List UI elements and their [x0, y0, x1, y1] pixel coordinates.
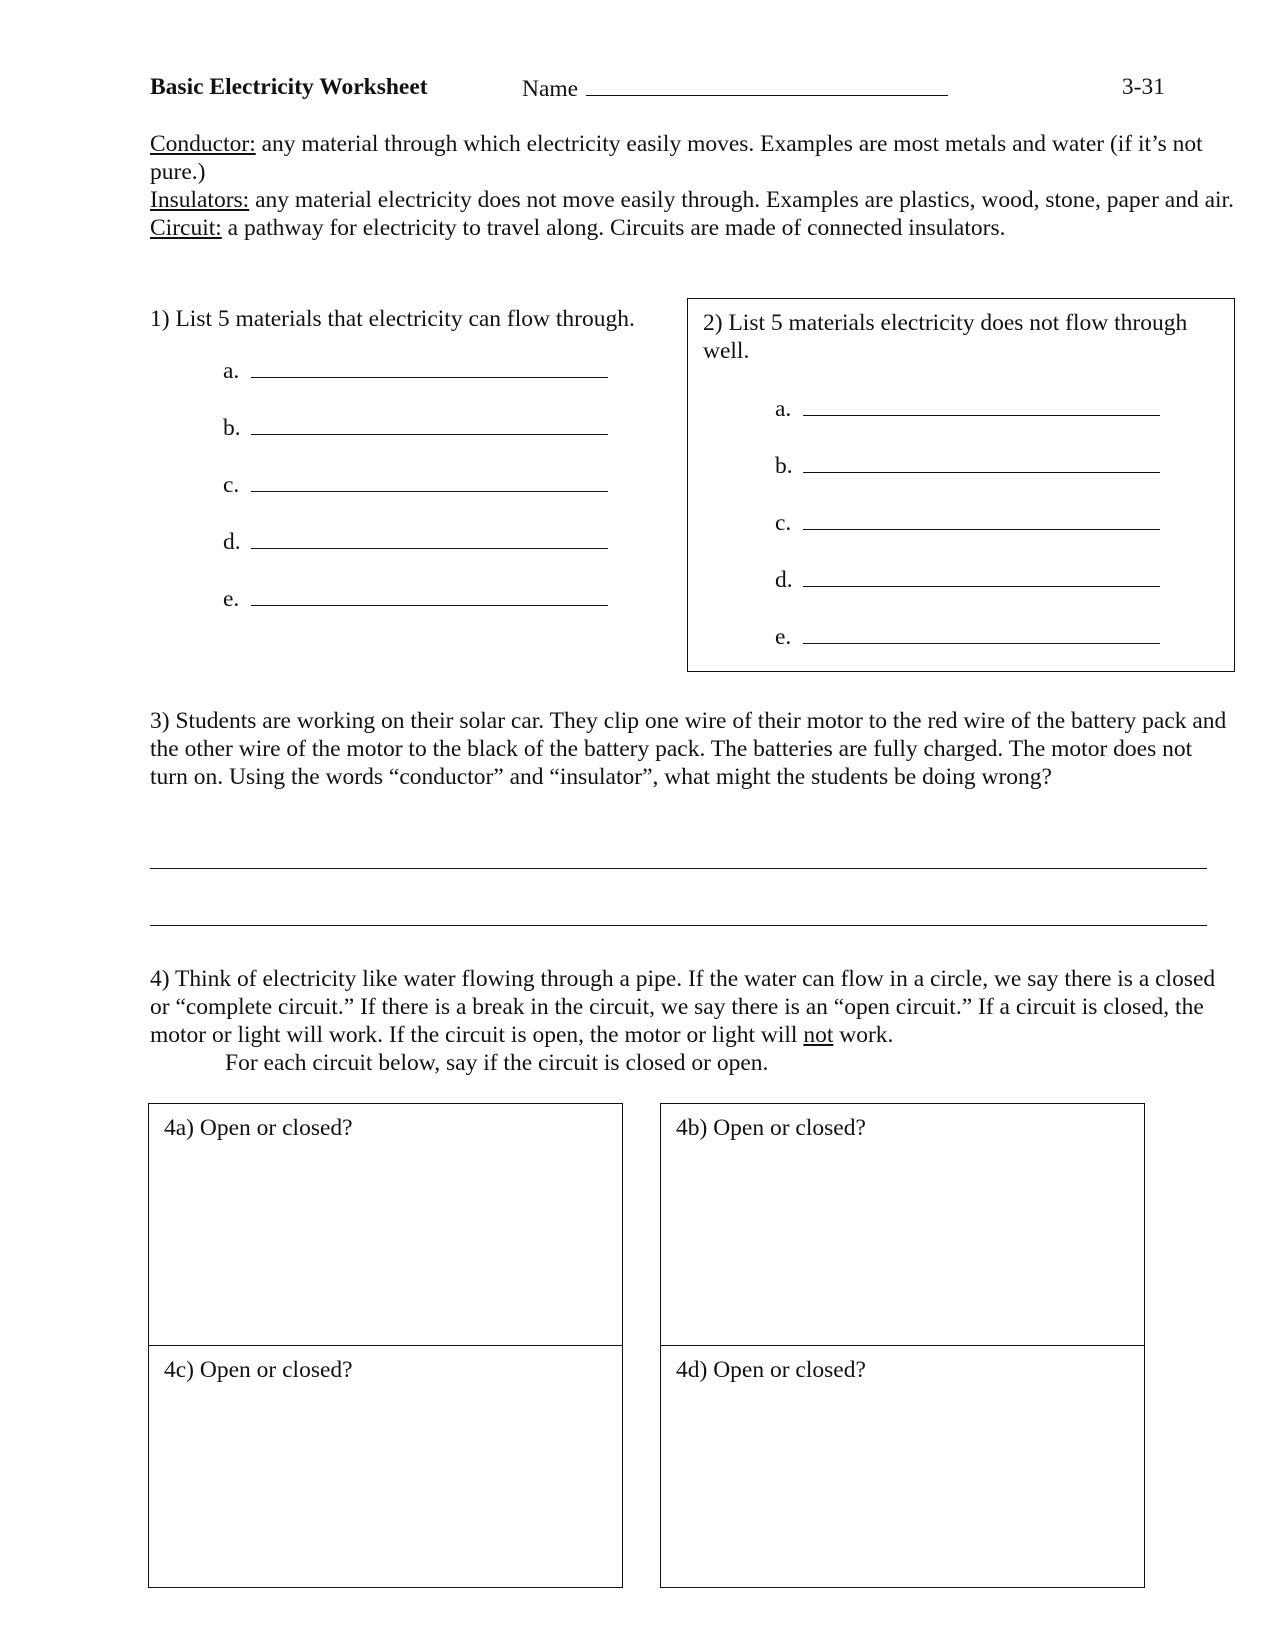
- answer-blank[interactable]: [251, 471, 608, 492]
- question-4-text: [150, 965, 1235, 1049]
- answer-row: [223, 414, 608, 442]
- worksheet-date: 3-31: [1121, 74, 1165, 100]
- question-4: [150, 965, 1235, 1077]
- answer-blank[interactable]: [251, 528, 608, 549]
- answer-row: [223, 528, 608, 556]
- answer-blank[interactable]: [251, 357, 608, 378]
- circuit-4c-label: 4c) Open or closed?: [164, 1357, 353, 1383]
- circuit-definition: [150, 214, 1235, 242]
- name-label: Name: [522, 76, 579, 102]
- question-2-answers: [775, 395, 1195, 655]
- answer-row: [775, 509, 1160, 537]
- answer-blank[interactable]: [251, 585, 608, 606]
- answer-blank[interactable]: [251, 414, 608, 435]
- answer-row: [223, 357, 608, 385]
- answer-blank[interactable]: [803, 509, 1160, 530]
- question-3: [150, 707, 1235, 791]
- circuit-4a-cell[interactable]: [149, 1104, 622, 1346]
- question-4-text-before: 4) Think of electricity like water flowing through a pipe. If the water can flow in a circle, we say there is a closed or “complete circuit.” If there is a break in the circuit, we say there is an “open circuit.” If a circuit is closed, the motor or light will work. If the circuit is open, the motor or light will: [150, 966, 1216, 1048]
- circuit-text: a pathway for electricity to travel along. Circuits are made of connected insulators.: [221, 215, 1006, 241]
- circuit-4b-cell[interactable]: [661, 1104, 1144, 1346]
- answer-label: e.: [223, 586, 240, 612]
- answer-label: b.: [223, 415, 241, 441]
- worksheet-header: [150, 73, 1165, 103]
- question-3-text: 3) Students are working on their solar car. They clip one wire of their motor to the red wire of the battery pack and the other wire of the motor to the black of the battery pack. The batteries are fully charged. The motor does not turn on. Using the words “conductor” and “insulator”, what might the students be doing wrong?: [150, 708, 1227, 790]
- answer-row: [775, 395, 1160, 423]
- conductor-text: any material through which electricity easily moves. Examples are most metals and water (if it’s not pure.): [150, 131, 1203, 185]
- circuit-4b-label: 4b) Open or closed?: [676, 1115, 866, 1141]
- answer-label: c.: [775, 510, 792, 536]
- circuit-4d-cell[interactable]: [661, 1346, 1144, 1587]
- circuit-box-left: [148, 1103, 623, 1588]
- answer-blank[interactable]: [803, 623, 1160, 644]
- circuit-4d-label: 4d) Open or closed?: [676, 1357, 866, 1383]
- answer-label: e.: [775, 624, 792, 650]
- answer-label: d.: [775, 567, 793, 593]
- answer-label: b.: [775, 453, 793, 479]
- insulators-term: Insulators:: [150, 187, 250, 213]
- answer-row: [775, 623, 1160, 651]
- insulators-definition: [150, 186, 1235, 214]
- conductor-definition: [150, 130, 1235, 186]
- answer-row: [223, 471, 608, 499]
- answer-label: a.: [223, 358, 240, 384]
- answer-row: [775, 452, 1160, 480]
- question-1-answers: [223, 357, 643, 617]
- question-4-emphasis: not: [803, 1022, 834, 1048]
- question-4-text-after: work.: [833, 1022, 894, 1048]
- answer-blank[interactable]: [803, 566, 1160, 587]
- answer-blank[interactable]: [803, 452, 1160, 473]
- worksheet-title: Basic Electricity Worksheet: [150, 74, 428, 100]
- answer-row: [223, 585, 608, 613]
- answer-label: c.: [223, 472, 240, 498]
- question-2-text: 2) List 5 materials electricity does not flow through well.: [703, 310, 1188, 364]
- circuit-box-right: [660, 1103, 1145, 1588]
- question-4-instruction: For each circuit below, say if the circuit is closed or open.: [225, 1050, 769, 1076]
- answer-blank[interactable]: [803, 395, 1160, 416]
- answer-row: [775, 566, 1160, 594]
- question-3-answer-line[interactable]: [150, 925, 1207, 926]
- circuit-4c-cell[interactable]: [149, 1346, 622, 1587]
- answer-label: d.: [223, 529, 241, 555]
- name-field: [522, 73, 948, 103]
- circuit-term: Circuit:: [150, 215, 222, 241]
- name-blank-line[interactable]: [586, 73, 948, 96]
- question-1-text: 1) List 5 materials that electricity can flow through.: [150, 306, 635, 332]
- answer-label: a.: [775, 396, 792, 422]
- conductor-term: Conductor:: [150, 131, 256, 157]
- question-3-answer-line[interactable]: [150, 868, 1207, 869]
- definitions: [150, 130, 1235, 242]
- circuit-4a-label: 4a) Open or closed?: [164, 1115, 353, 1141]
- insulators-text: any material electricity does not move easily through. Examples are plastics, wood, stone, paper and air.: [249, 187, 1234, 213]
